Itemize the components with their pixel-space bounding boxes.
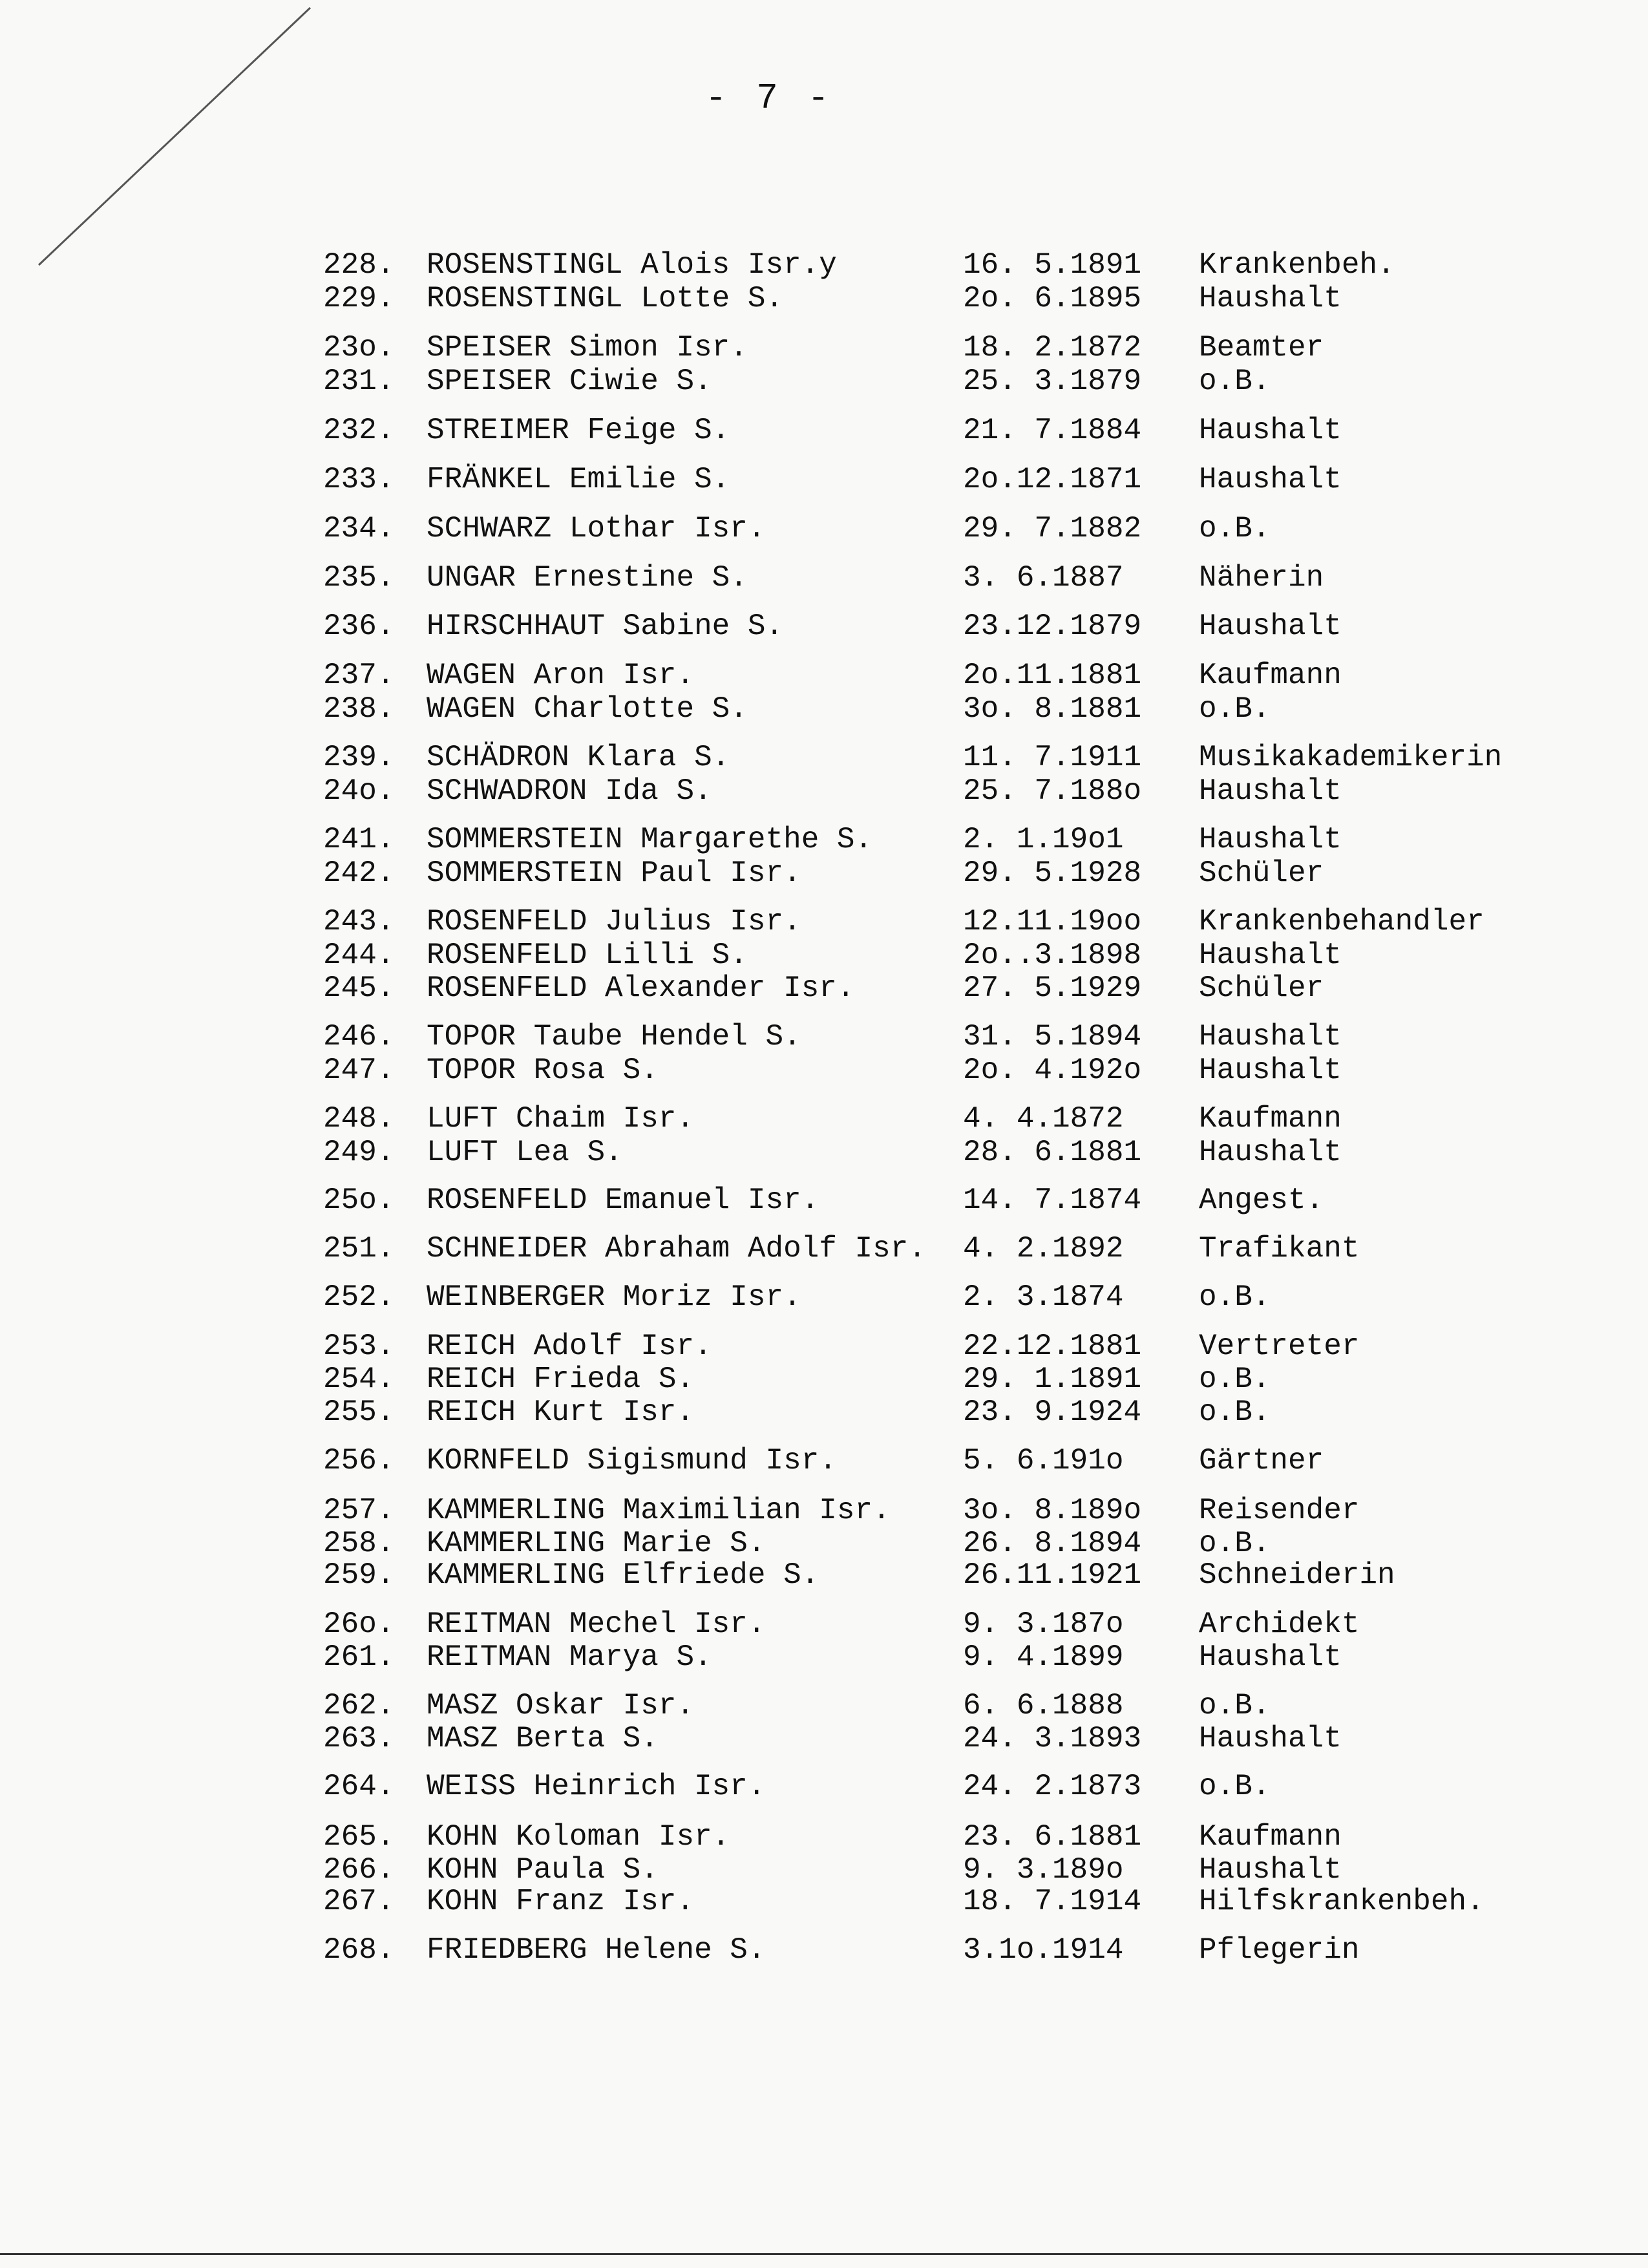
entry-number: 265.: [323, 1820, 395, 1854]
entry-name: KAMMERLING Maximilian Isr.: [427, 1494, 891, 1527]
entry-birthdate: 29. 5.1928: [963, 856, 1142, 890]
entry-occupation: Kaufmann: [1199, 1820, 1342, 1854]
entry-birthdate: 26.11.1921: [963, 1558, 1142, 1592]
list-item: [0, 248, 1648, 282]
entry-name: REICH Kurt Isr.: [427, 1395, 695, 1429]
entry-number: 228.: [323, 248, 395, 282]
entry-occupation: Krankenbeh.: [1199, 248, 1395, 282]
entry-name: WEISS Heinrich Isr.: [427, 1770, 766, 1803]
entry-occupation: o.B.: [1199, 1395, 1271, 1429]
entry-number: 252.: [323, 1280, 395, 1314]
entry-occupation: Trafikant: [1199, 1232, 1360, 1266]
entry-birthdate: 24. 2.1873: [963, 1770, 1142, 1803]
entry-name: ROSENFELD Lilli S.: [427, 938, 748, 972]
entry-birthdate: 29. 7.1882: [963, 512, 1142, 546]
entry-number: 257.: [323, 1494, 395, 1527]
list-item: [0, 462, 1648, 497]
list-item: [0, 938, 1648, 973]
entry-number: 247.: [323, 1054, 395, 1087]
list-item: [0, 1101, 1648, 1136]
list-item: [0, 658, 1648, 693]
list-item: [0, 281, 1648, 316]
list-item: [0, 1558, 1648, 1593]
entry-number: 237.: [323, 659, 395, 692]
entry-birthdate: 2o..3.1898: [963, 938, 1142, 972]
list-item: [0, 904, 1648, 939]
entry-number: 263.: [323, 1722, 395, 1755]
list-item: [0, 692, 1648, 726]
entry-birthdate: 27. 5.1929: [963, 971, 1142, 1005]
list-item: [0, 609, 1648, 644]
entry-name: KOHN Koloman Isr.: [427, 1820, 730, 1854]
entry-number: 251.: [323, 1232, 395, 1266]
entry-number: 246.: [323, 1020, 395, 1054]
entry-number: 232.: [323, 414, 395, 447]
entry-number: 235.: [323, 561, 395, 595]
entry-name: SOMMERSTEIN Margarethe S.: [427, 823, 873, 856]
entry-birthdate: 3. 6.1887: [963, 561, 1124, 595]
list-item: [0, 1688, 1648, 1723]
entry-name: FRIEDBERG Helene S.: [427, 1933, 766, 1967]
entry-birthdate: 6. 6.1888: [963, 1689, 1124, 1722]
entry-occupation: Haushalt: [1199, 463, 1342, 496]
entry-name: HIRSCHHAUT Sabine S.: [427, 609, 784, 643]
entry-occupation: Haushalt: [1199, 1640, 1342, 1674]
entry-name: ROSENSTINGL Alois Isr.y: [427, 248, 837, 282]
entry-number: 262.: [323, 1689, 395, 1722]
list-item: [0, 1395, 1648, 1430]
page-number: - 7 -: [704, 78, 834, 119]
entry-name: SPEISER Ciwie S.: [427, 365, 712, 398]
list-item: [0, 1329, 1648, 1364]
list-item: [0, 1231, 1648, 1266]
list-item: [0, 1640, 1648, 1675]
entry-birthdate: 21. 7.1884: [963, 414, 1142, 447]
entry-birthdate: 9. 3.187o: [963, 1607, 1124, 1641]
entry-occupation: o.B.: [1199, 1527, 1271, 1560]
scan-edge-line: [0, 2253, 1648, 2255]
entry-birthdate: 9. 4.1899: [963, 1640, 1124, 1674]
entry-occupation: Haushalt: [1199, 1020, 1342, 1054]
list-item: [0, 1819, 1648, 1854]
entry-birthdate: 23.12.1879: [963, 609, 1142, 643]
list-item: [0, 1183, 1648, 1218]
entry-birthdate: 12.11.19oo: [963, 905, 1142, 938]
entry-occupation: o.B.: [1199, 512, 1271, 546]
list-item: [0, 1769, 1648, 1804]
entry-birthdate: 2. 1.19o1: [963, 823, 1124, 856]
entry-name: REITMAN Marya S.: [427, 1640, 712, 1674]
list-item: [0, 1135, 1648, 1170]
entry-name: REICH Adolf Isr.: [427, 1330, 712, 1363]
entry-occupation: Schneiderin: [1199, 1558, 1395, 1592]
entry-name: UNGAR Ernestine S.: [427, 561, 748, 595]
entry-occupation: Haushalt: [1199, 1136, 1342, 1169]
entry-name: SOMMERSTEIN Paul Isr.: [427, 856, 801, 890]
entry-name: KORNFELD Sigismund Isr.: [427, 1444, 837, 1478]
list-item: [0, 364, 1648, 399]
entry-occupation: Haushalt: [1199, 282, 1342, 315]
entry-name: LUFT Chaim Isr.: [427, 1102, 695, 1136]
entry-number: 264.: [323, 1770, 395, 1803]
list-item: [0, 1721, 1648, 1756]
list-item: [0, 511, 1648, 546]
entry-number: 253.: [323, 1330, 395, 1363]
list-item: [0, 822, 1648, 857]
entry-number: 249.: [323, 1136, 395, 1169]
entry-number: 239.: [323, 741, 395, 774]
entry-number: 26o.: [323, 1607, 395, 1641]
list-item: [0, 1493, 1648, 1528]
entry-occupation: Kaufmann: [1199, 1102, 1342, 1136]
entry-number: 268.: [323, 1933, 395, 1967]
entry-occupation: Pflegerin: [1199, 1933, 1360, 1967]
entry-birthdate: 4. 4.1872: [963, 1102, 1124, 1136]
entry-occupation: o.B.: [1199, 692, 1271, 726]
entry-birthdate: 2o.12.1871: [963, 463, 1142, 496]
entry-occupation: Vertreter: [1199, 1330, 1360, 1363]
entry-occupation: o.B.: [1199, 1362, 1271, 1396]
entry-occupation: Schüler: [1199, 971, 1324, 1005]
list-item: [0, 1443, 1648, 1478]
entry-occupation: Gärtner: [1199, 1444, 1324, 1478]
entry-number: 256.: [323, 1444, 395, 1478]
entry-occupation: Haushalt: [1199, 823, 1342, 856]
entry-name: SPEISER Simon Isr.: [427, 331, 748, 365]
entry-number: 243.: [323, 905, 395, 938]
entry-birthdate: 25. 7.188o: [963, 774, 1142, 808]
entry-number: 254.: [323, 1362, 395, 1396]
entry-occupation: Haushalt: [1199, 1853, 1342, 1887]
entry-birthdate: 2o. 4.192o: [963, 1054, 1142, 1087]
entry-birthdate: 3.1o.1914: [963, 1933, 1124, 1967]
entry-occupation: Hilfskrankenbeh.: [1199, 1885, 1484, 1918]
list-item: [0, 1852, 1648, 1887]
entry-number: 248.: [323, 1102, 395, 1136]
entry-birthdate: 2o. 6.1895: [963, 282, 1142, 315]
entry-birthdate: 18. 7.1914: [963, 1885, 1142, 1918]
list-item: [0, 774, 1648, 809]
entry-name: STREIMER Feige S.: [427, 414, 730, 447]
entry-number: 259.: [323, 1558, 395, 1592]
entry-occupation: Haushalt: [1199, 1722, 1342, 1755]
entry-name: KOHN Paula S.: [427, 1853, 659, 1887]
entry-birthdate: 2o.11.1881: [963, 659, 1142, 692]
entry-birthdate: 25. 3.1879: [963, 365, 1142, 398]
entry-birthdate: 9. 3.189o: [963, 1853, 1124, 1887]
entry-number: 25o.: [323, 1183, 395, 1217]
entry-occupation: Angest.: [1199, 1183, 1324, 1217]
entry-number: 242.: [323, 856, 395, 890]
entry-birthdate: 28. 6.1881: [963, 1136, 1142, 1169]
entry-name: MASZ Oskar Isr.: [427, 1689, 695, 1722]
entry-name: FRÄNKEL Emilie S.: [427, 463, 730, 496]
list-item: [0, 1933, 1648, 1967]
entry-name: WAGEN Charlotte S.: [427, 692, 748, 726]
entry-name: SCHWADRON Ida S.: [427, 774, 712, 808]
entry-name: TOPOR Rosa S.: [427, 1054, 659, 1087]
entry-number: 231.: [323, 365, 395, 398]
entry-occupation: o.B.: [1199, 365, 1271, 398]
entry-birthdate: 22.12.1881: [963, 1330, 1142, 1363]
list-item: [0, 1526, 1648, 1561]
list-item: [0, 1053, 1648, 1088]
entry-name: SCHNEIDER Abraham Adolf Isr.: [427, 1232, 926, 1266]
entry-number: 245.: [323, 971, 395, 1005]
entry-birthdate: 3o. 8.1881: [963, 692, 1142, 726]
entry-birthdate: 24. 3.1893: [963, 1722, 1142, 1755]
entry-birthdate: 4. 2.1892: [963, 1232, 1124, 1266]
entry-name: TOPOR Taube Hendel S.: [427, 1020, 801, 1054]
entry-occupation: o.B.: [1199, 1280, 1271, 1314]
entry-occupation: Haushalt: [1199, 938, 1342, 972]
entry-birthdate: 5. 6.191o: [963, 1444, 1124, 1478]
entry-number: 229.: [323, 282, 395, 315]
list-item: [0, 560, 1648, 595]
list-item: [0, 971, 1648, 1006]
entry-birthdate: 23. 9.1924: [963, 1395, 1142, 1429]
entry-name: ROSENFELD Alexander Isr.: [427, 971, 855, 1005]
entry-number: 261.: [323, 1640, 395, 1674]
entry-name: KOHN Franz Isr.: [427, 1885, 695, 1918]
entry-number: 233.: [323, 463, 395, 496]
entry-number: 244.: [323, 938, 395, 972]
list-item: [0, 856, 1648, 891]
entry-number: 255.: [323, 1395, 395, 1429]
corner-fold-mark: [0, 0, 336, 284]
entry-birthdate: 11. 7.1911: [963, 741, 1142, 774]
entry-occupation: Haushalt: [1199, 609, 1342, 643]
entry-occupation: Reisender: [1199, 1494, 1360, 1527]
list-item: [0, 1607, 1648, 1642]
entry-name: WEINBERGER Moriz Isr.: [427, 1280, 801, 1314]
entry-birthdate: 29. 1.1891: [963, 1362, 1142, 1396]
entry-birthdate: 16. 5.1891: [963, 248, 1142, 282]
entry-occupation: Näherin: [1199, 561, 1324, 595]
entry-occupation: Schüler: [1199, 856, 1324, 890]
entry-number: 258.: [323, 1527, 395, 1560]
entry-birthdate: 26. 8.1894: [963, 1527, 1142, 1560]
entry-name: SCHWARZ Lothar Isr.: [427, 512, 766, 546]
entry-occupation: Krankenbehandler: [1199, 905, 1484, 938]
entry-occupation: Haushalt: [1199, 1054, 1342, 1087]
entry-birthdate: 2. 3.1874: [963, 1280, 1124, 1314]
entry-number: 238.: [323, 692, 395, 726]
entry-birthdate: 31. 5.1894: [963, 1020, 1142, 1054]
entry-name: ROSENSTINGL Lotte S.: [427, 282, 784, 315]
entry-name: WAGEN Aron Isr.: [427, 659, 695, 692]
entry-name: REICH Frieda S.: [427, 1362, 695, 1396]
entry-name: REITMAN Mechel Isr.: [427, 1607, 766, 1641]
entry-name: ROSENFELD Julius Isr.: [427, 905, 801, 938]
entry-name: ROSENFELD Emanuel Isr.: [427, 1183, 819, 1217]
list-item: [0, 413, 1648, 448]
entry-number: 267.: [323, 1885, 395, 1918]
entry-occupation: Beamter: [1199, 331, 1324, 365]
entry-occupation: Archidekt: [1199, 1607, 1360, 1641]
entry-number: 24o.: [323, 774, 395, 808]
entry-name: KAMMERLING Marie S.: [427, 1527, 766, 1560]
entry-occupation: Haushalt: [1199, 774, 1342, 808]
entry-occupation: o.B.: [1199, 1770, 1271, 1803]
entry-occupation: o.B.: [1199, 1689, 1271, 1722]
list-item: [0, 1362, 1648, 1397]
entry-birthdate: 23. 6.1881: [963, 1820, 1142, 1854]
entry-birthdate: 3o. 8.189o: [963, 1494, 1142, 1527]
list-item: [0, 1884, 1648, 1919]
list-item: [0, 740, 1648, 775]
entry-occupation: Haushalt: [1199, 414, 1342, 447]
entry-number: 266.: [323, 1853, 395, 1887]
list-item: [0, 1019, 1648, 1054]
entry-number: 23o.: [323, 331, 395, 365]
entry-name: LUFT Lea S.: [427, 1136, 623, 1169]
entry-birthdate: 18. 2.1872: [963, 331, 1142, 365]
entry-number: 236.: [323, 609, 395, 643]
entry-birthdate: 14. 7.1874: [963, 1183, 1142, 1217]
entry-occupation: Musikakademikerin: [1199, 741, 1503, 774]
entry-number: 234.: [323, 512, 395, 546]
entry-occupation: Kaufmann: [1199, 659, 1342, 692]
list-item: [0, 330, 1648, 365]
entry-name: KAMMERLING Elfriede S.: [427, 1558, 819, 1592]
list-item: [0, 1280, 1648, 1315]
entry-number: 241.: [323, 823, 395, 856]
entry-name: MASZ Berta S.: [427, 1722, 659, 1755]
entry-name: SCHÄDRON Klara S.: [427, 741, 730, 774]
